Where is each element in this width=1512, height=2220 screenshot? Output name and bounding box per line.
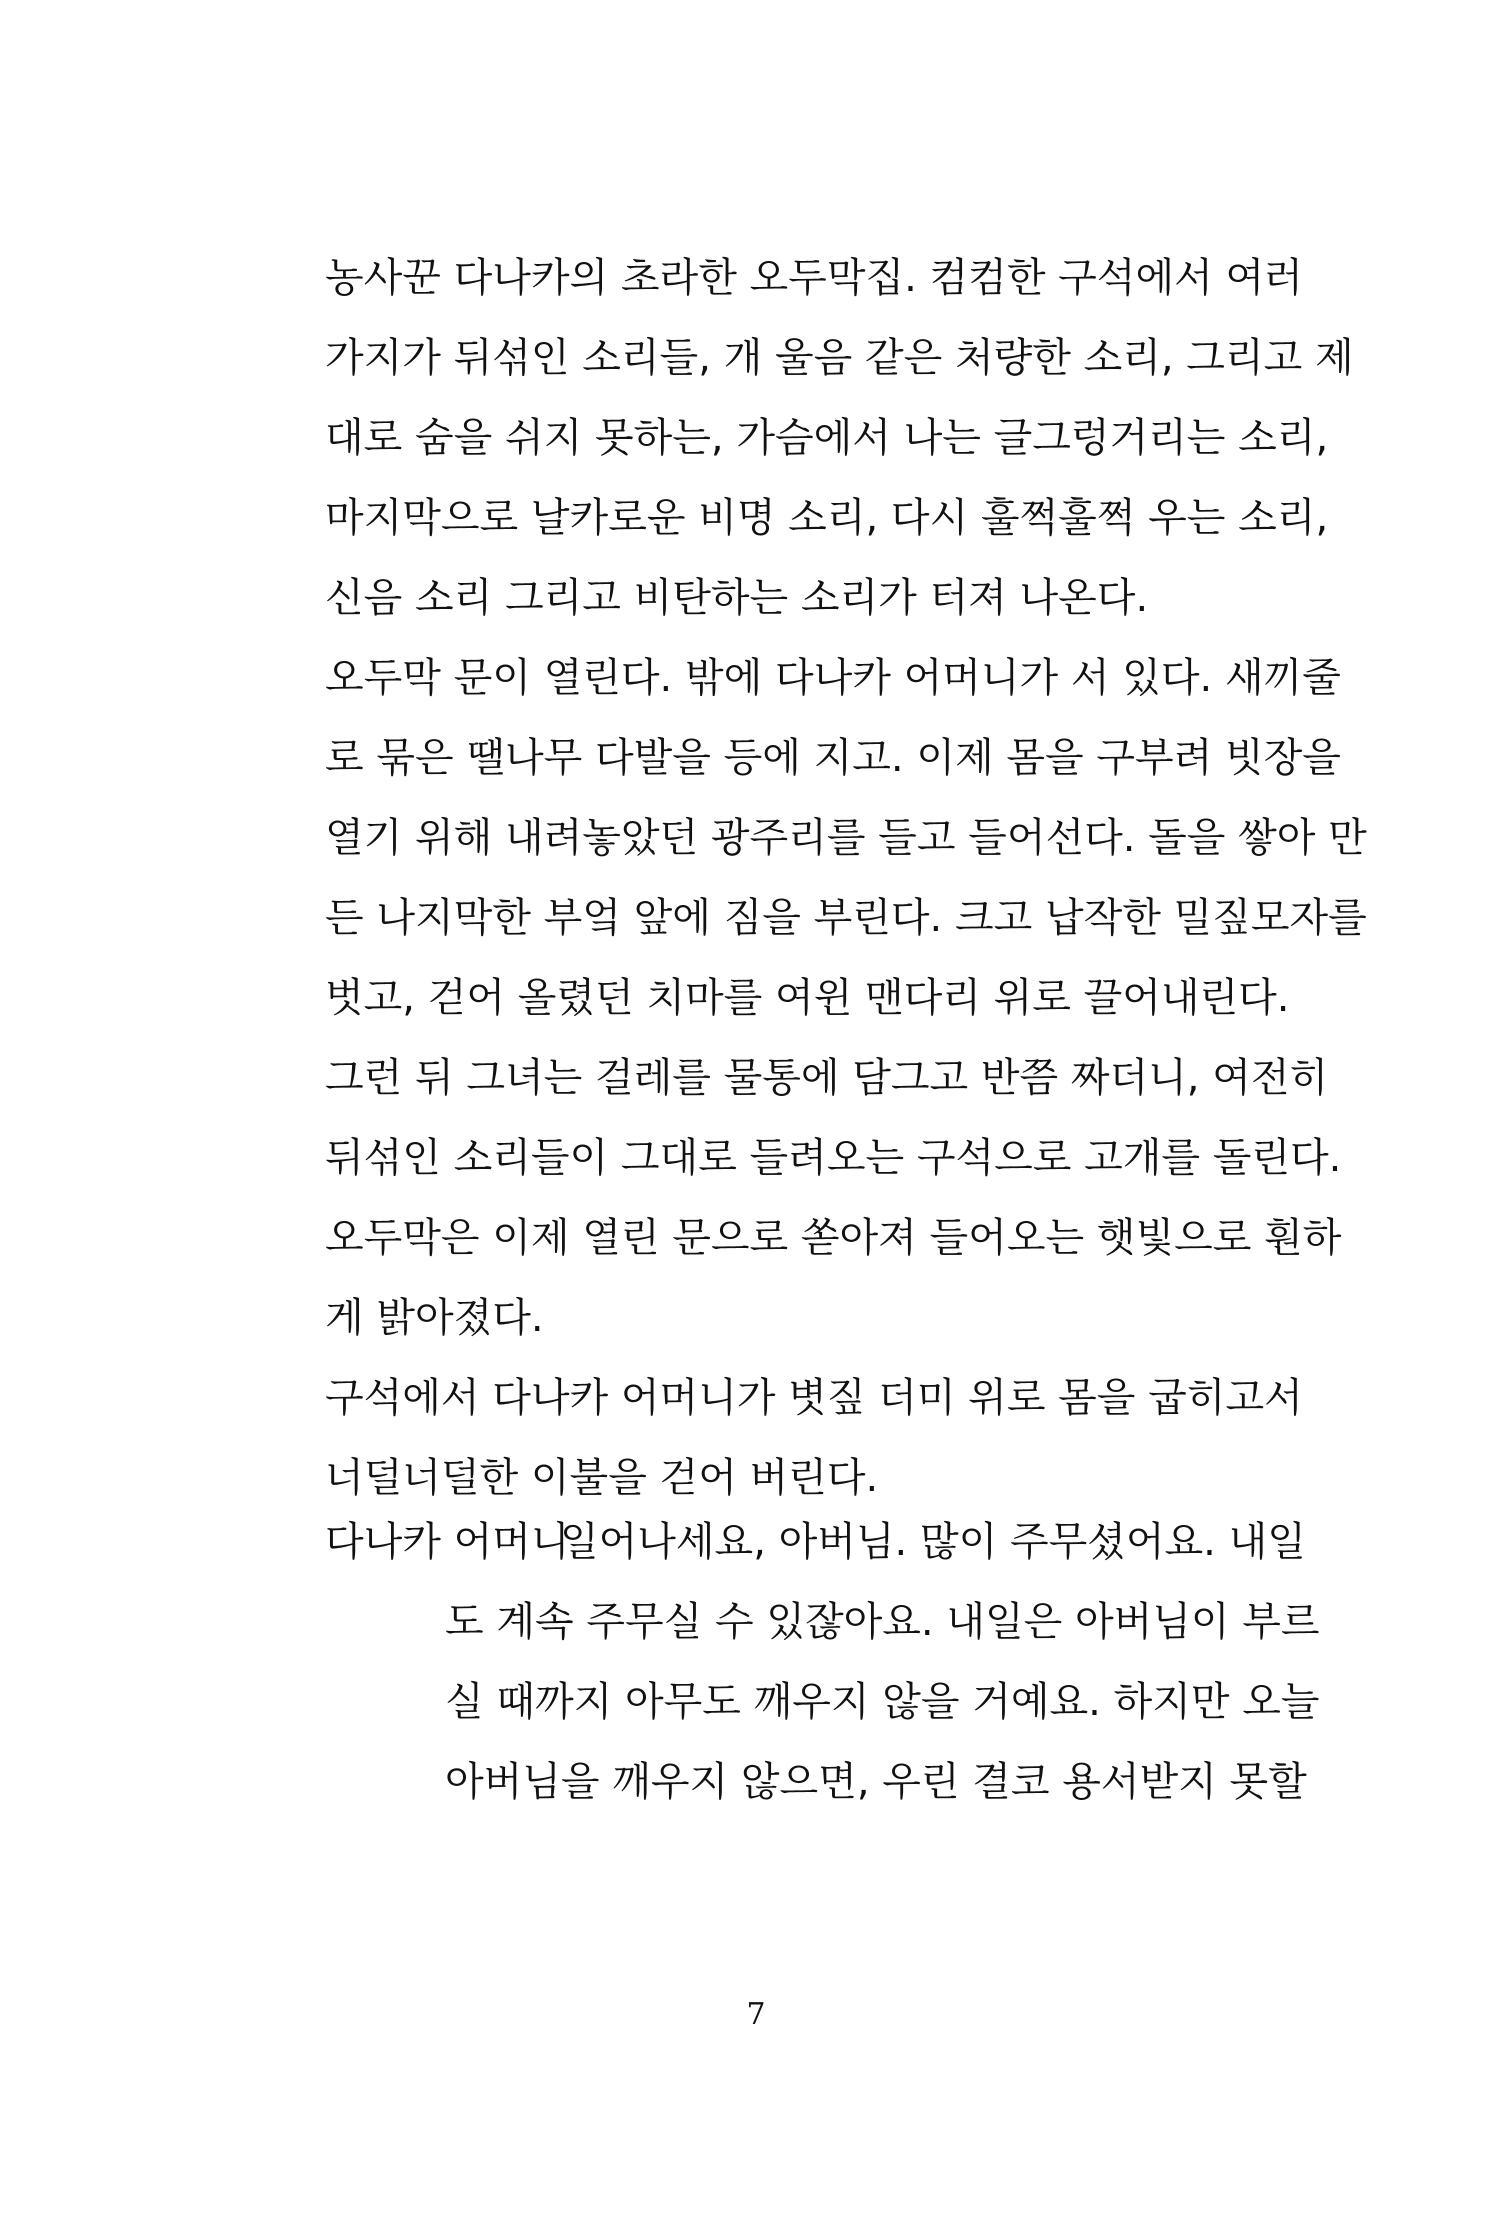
speaker-name: 다나카 어머니 <box>325 1519 570 1565</box>
text-line: 너덜너덜한 이불을 걷어 버린다. <box>325 1455 879 1501</box>
dialogue-line <box>325 1512 1306 1592</box>
text-line: 오두막 문이 열린다. 밖에 다나카 어머니가 서 있다. 새끼줄 <box>325 655 1341 701</box>
dialogue-line <box>325 1752 1307 1832</box>
text-line: 신음 소리 그리고 비탄하는 소리가 터져 나온다. <box>325 575 1149 621</box>
text-line: 구석에서 다나카 어머니가 볏짚 더미 위로 몸을 굽히고서 <box>325 1375 1303 1421</box>
text-line: 로 묶은 땔나무 다발을 등에 지고. 이제 몸을 구부려 빗장을 <box>325 735 1341 781</box>
speech-text: 도 계속 주무실 수 있잖아요. 내일은 아버님이 부르 <box>445 1599 1320 1645</box>
text-line: 열기 위해 내려놓았던 광주리를 들고 들어선다. 돌을 쌓아 만 <box>325 815 1367 861</box>
text-line: 오두막은 이제 열린 문으로 쏟아져 들어오는 햇빛으로 훤하 <box>325 1215 1342 1261</box>
text-line: 그런 뒤 그녀는 걸레를 물통에 담그고 반쯤 짜더니, 여전히 <box>325 1055 1329 1101</box>
speech-text: 실 때까지 아무도 깨우지 않을 거예요. 하지만 오늘 <box>445 1679 1320 1725</box>
text-line: 게 밝아졌다. <box>325 1295 544 1341</box>
speech-text: 일어나세요, 아버님. 많이 주무셨어요. 내일 <box>560 1519 1306 1565</box>
text-line: 벗고, 걷어 올렸던 치마를 여윈 맨다리 위로 끌어내린다. <box>325 975 1290 1021</box>
text-line: 농사꾼 다나카의 초라한 오두막집. 컴컴한 구석에서 여러 <box>325 255 1303 301</box>
page-number: 7 <box>746 1997 766 2032</box>
text-line: 든 나지막한 부엌 앞에 짐을 부린다. 크고 납작한 밀짚모자를 <box>325 895 1367 941</box>
text-line: 가지가 뒤섞인 소리들, 개 울음 같은 처량한 소리, 그리고 제 <box>325 335 1354 381</box>
dialogue-line <box>325 1672 1320 1752</box>
dialogue-block <box>325 1512 1320 1832</box>
text-line: 대로 숨을 쉬지 못하는, 가슴에서 나는 글그렁거리는 소리, <box>325 415 1329 461</box>
dialogue-line <box>325 1592 1320 1672</box>
speech-text: 아버님을 깨우지 않으면, 우린 결코 용서받지 못할 <box>445 1759 1307 1805</box>
stage-directions <box>325 248 1367 1528</box>
text-line: 마지막으로 날카로운 비명 소리, 다시 훌쩍훌쩍 우는 소리, <box>325 495 1329 541</box>
text-line: 뒤섞인 소리들이 그대로 들려오는 구석으로 고개를 돌린다. <box>325 1135 1342 1181</box>
